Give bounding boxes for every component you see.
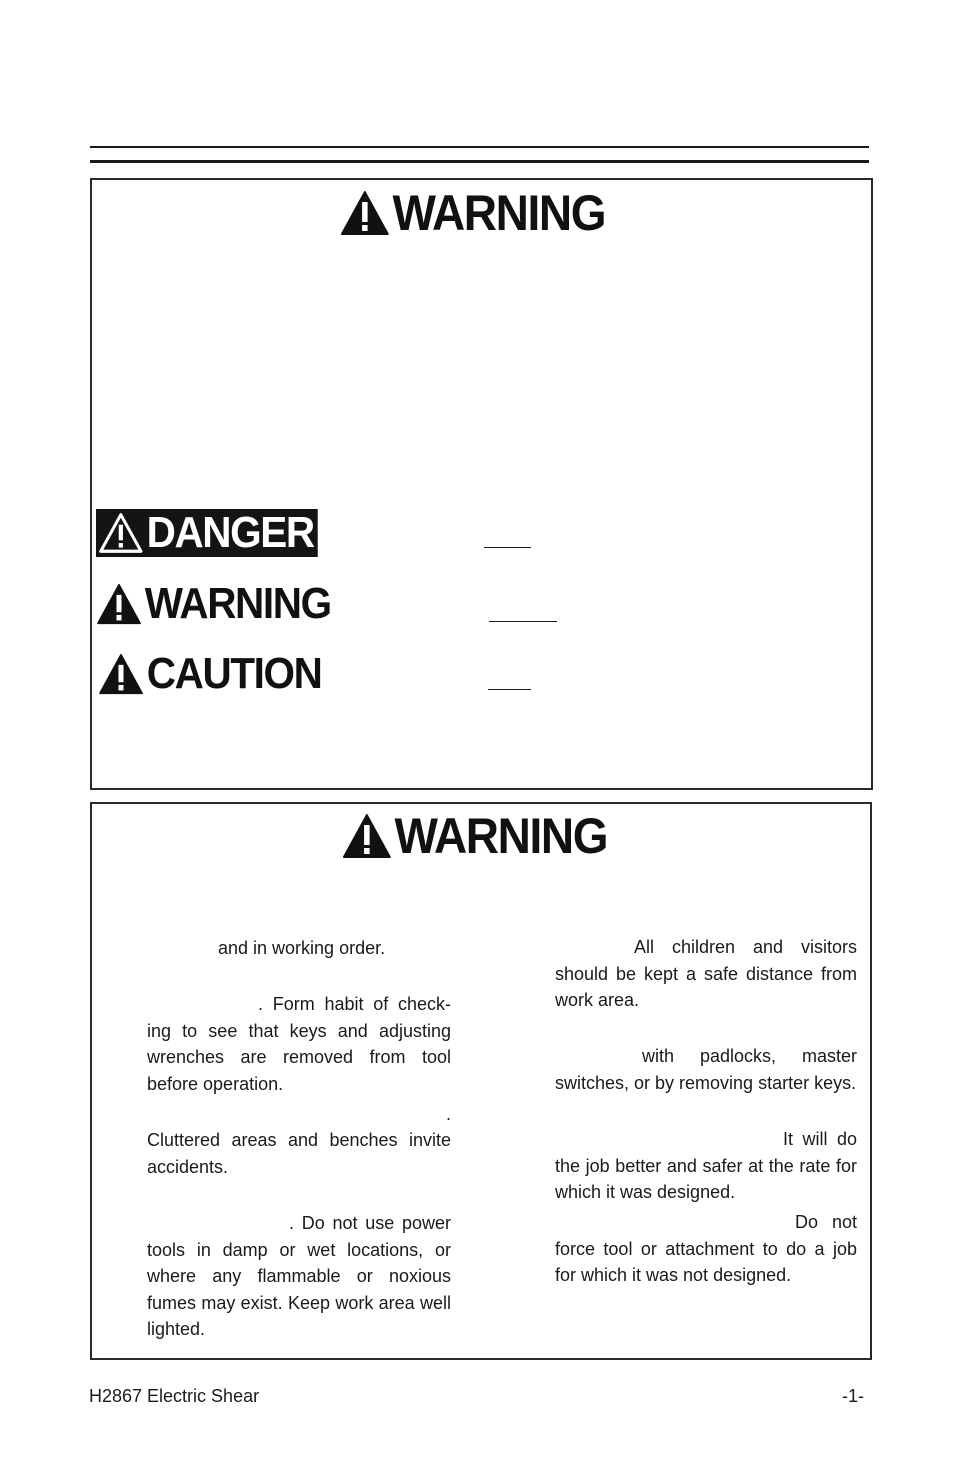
footer-title: H2867 Electric Shear [89, 1386, 260, 1406]
rule-left-5: . Do not use power tools in damp or wet locations, or where any flammable or noxious fumes may exist. Keep work area well lighted. [147, 1213, 451, 1339]
caution-label-text: CAUTION [146, 649, 322, 698]
rule-right-3: It will do the job better and safer at the rate for which it was designed. [555, 1129, 857, 1202]
warning-underline [489, 621, 557, 622]
caution-label [98, 649, 322, 698]
warning-triangle-icon [96, 583, 142, 625]
danger-label [96, 509, 317, 557]
danger-underline [484, 547, 531, 548]
safety-legend-box [90, 178, 873, 790]
footer-page-number: -1- [842, 1386, 864, 1406]
rule-left-2: . Form habit of check-ing to see that keys and adjusting wrenches are removed from tool before operation. [147, 994, 451, 1094]
warning-label-text: WARNING [144, 579, 331, 628]
rule-left-1: and in working order. [218, 938, 386, 958]
warning-heading-top [340, 185, 606, 241]
warning-triangle-icon [342, 813, 392, 859]
header-rule-bottom [90, 160, 869, 163]
header-rule-top [90, 146, 869, 148]
rule-right-4: Do not force tool or attachment to do a job for which it was not designed. [555, 1212, 857, 1285]
warning-label [96, 579, 331, 628]
danger-label-text: DANGER [146, 508, 314, 557]
warning-heading-bottom-text: WARNING [394, 808, 608, 864]
warning-triangle-icon [340, 190, 390, 236]
caution-underline [488, 689, 531, 690]
warning-triangle-icon [98, 512, 144, 554]
warning-heading-bottom [342, 808, 608, 864]
warning-heading-top-text: WARNING [392, 185, 606, 241]
rule-left-4: Cluttered areas and benches invite accidents. [147, 1130, 451, 1177]
rule-right-2: with padlocks, master switches, or by removing starter keys. [555, 1046, 857, 1093]
rule-right-1: All children and visitors should be kept a safe distance from work area. [555, 937, 857, 1010]
warning-triangle-icon [98, 653, 144, 695]
rule-left-3: . [445, 1104, 451, 1124]
